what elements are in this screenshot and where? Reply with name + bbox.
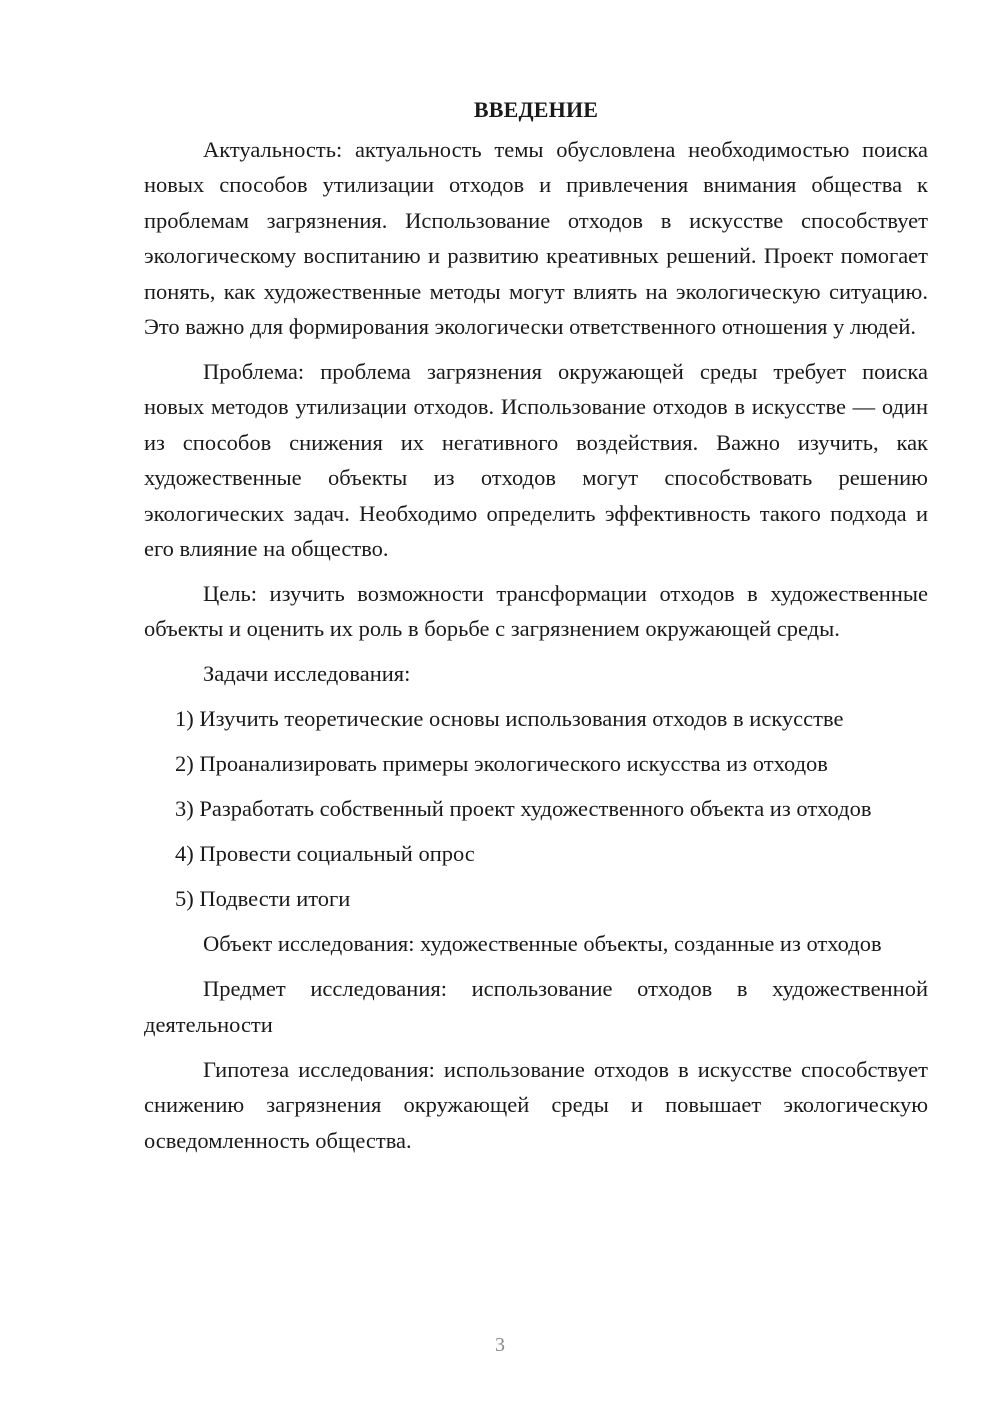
section-title: ВВЕДЕНИЕ [473,97,599,122]
task-item-2: 2) Проанализировать примеры экологического искусства из отходов [175,751,828,777]
task-item-3: 3) Разработать собственный проект художественного объекта из отходов [175,796,872,822]
document-page [144,92,928,1168]
object-paragraph: Объект исследования: художественные объекты, созданные из отходов [203,931,882,957]
hypothesis-paragraph: Гипотеза исследования: использование отходов в искусстве способствует снижению загрязнения окружающей среды и повышает экологическую осведомленность общества. [144,1056,928,1153]
subject-paragraph: Предмет исследования: использование отходов в художественной деятельности [144,976,928,1037]
tasks-heading: Задачи исследования: [203,661,411,687]
goal-paragraph: Цель: изучить возможности трансформации отходов в художественные объекты и оценить их роль в борьбе с загрязнением окружающей среды. [144,581,928,642]
problem-paragraph: Проблема: проблема загрязнения окружающей среды требует поиска новых методов утилизации отходов. Использование отходов в искусстве — один из способов снижения их негативного воздействия. Важно изучить, как художественные объекты из отходов могут способствовать решению экологических задач. Необходимо определить эффективность такого подхода и его влияние на общество. [144,359,928,562]
task-item-5: 5) Подвести итоги [175,886,351,912]
page-number: 3 [495,1334,505,1356]
task-item-1: 1) Изучить теоретические основы использования отходов в искусстве [175,706,844,732]
relevance-paragraph: Актуальность: актуальность темы обусловлена необходимостью поиска новых способов утилизации отходов и привлечения внимания общества к проблемам загрязнения. Использование отходов в искусстве способствует экологическому воспитанию и развитию креативных решений. Проект помогает понять, как художественные методы могут влиять на экологическую ситуацию. Это важно для формирования экологически ответственного отношения у людей. [144,137,928,340]
task-item-4: 4) Провести социальный опрос [175,841,475,867]
